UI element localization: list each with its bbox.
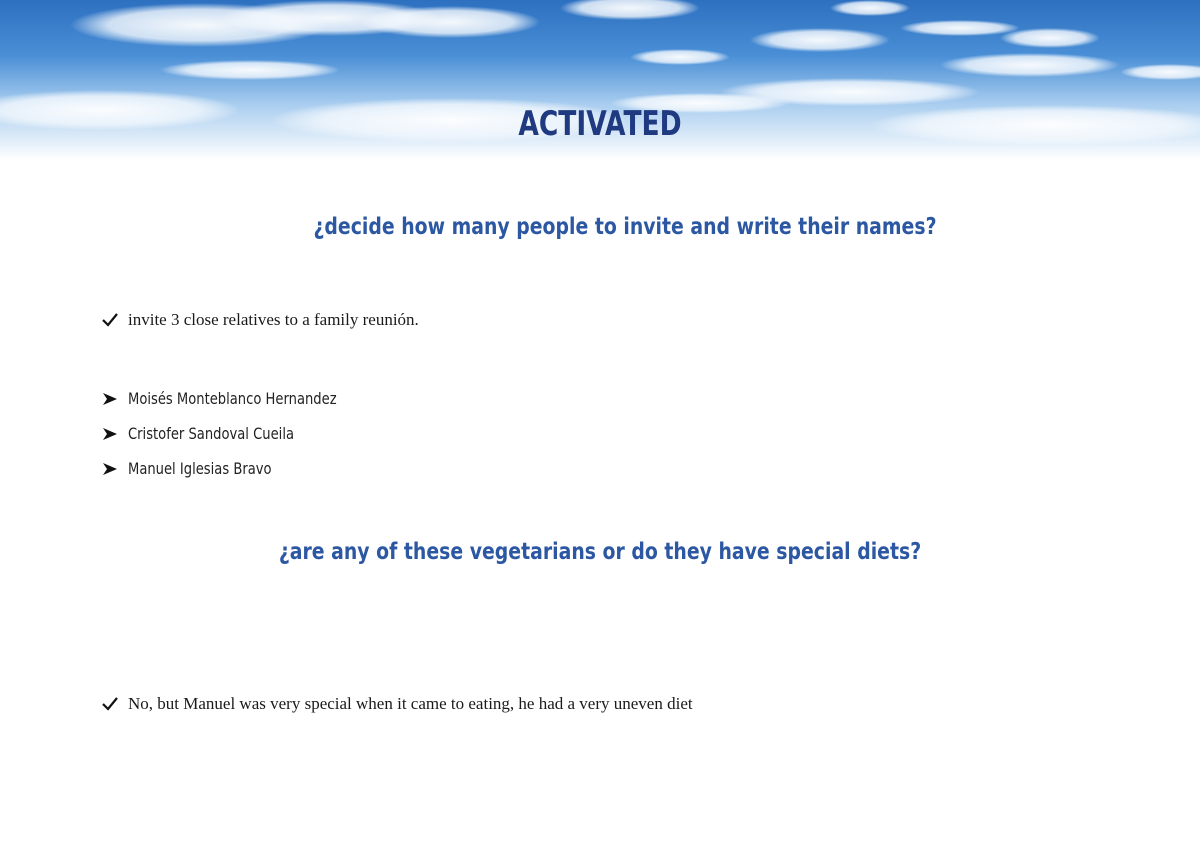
check-list-invite [102, 302, 419, 337]
arrow-bullet-icon [102, 392, 128, 406]
list-item [102, 416, 382, 451]
check-item-text: No, but Manuel was very special when it came to eating, he had a very uneven diet [128, 693, 693, 713]
check-item-text: invite 3 close relatives to a family reunión. [128, 309, 419, 329]
list-item [102, 381, 382, 416]
arrow-bullet-icon [102, 427, 128, 441]
guest-name: Moisés Monteblanco Hernandez [128, 389, 337, 408]
check-list-diets [102, 686, 693, 721]
arrow-bullet-icon [102, 462, 128, 476]
list-item [102, 686, 693, 721]
check-icon [102, 313, 128, 327]
list-item [102, 451, 382, 486]
guest-name: Manuel Iglesias Bravo [128, 459, 272, 478]
question-invite: ¿decide how many people to invite and write their names? [313, 214, 937, 240]
guest-name: Cristofer Sandoval Cueila [128, 424, 294, 443]
check-icon [102, 697, 128, 711]
list-item [102, 302, 419, 337]
guest-names-list [102, 381, 382, 486]
question-diets: ¿are any of these vegetarians or do they have special diets? [278, 539, 922, 565]
page-title: ACTIVATED [518, 104, 682, 144]
